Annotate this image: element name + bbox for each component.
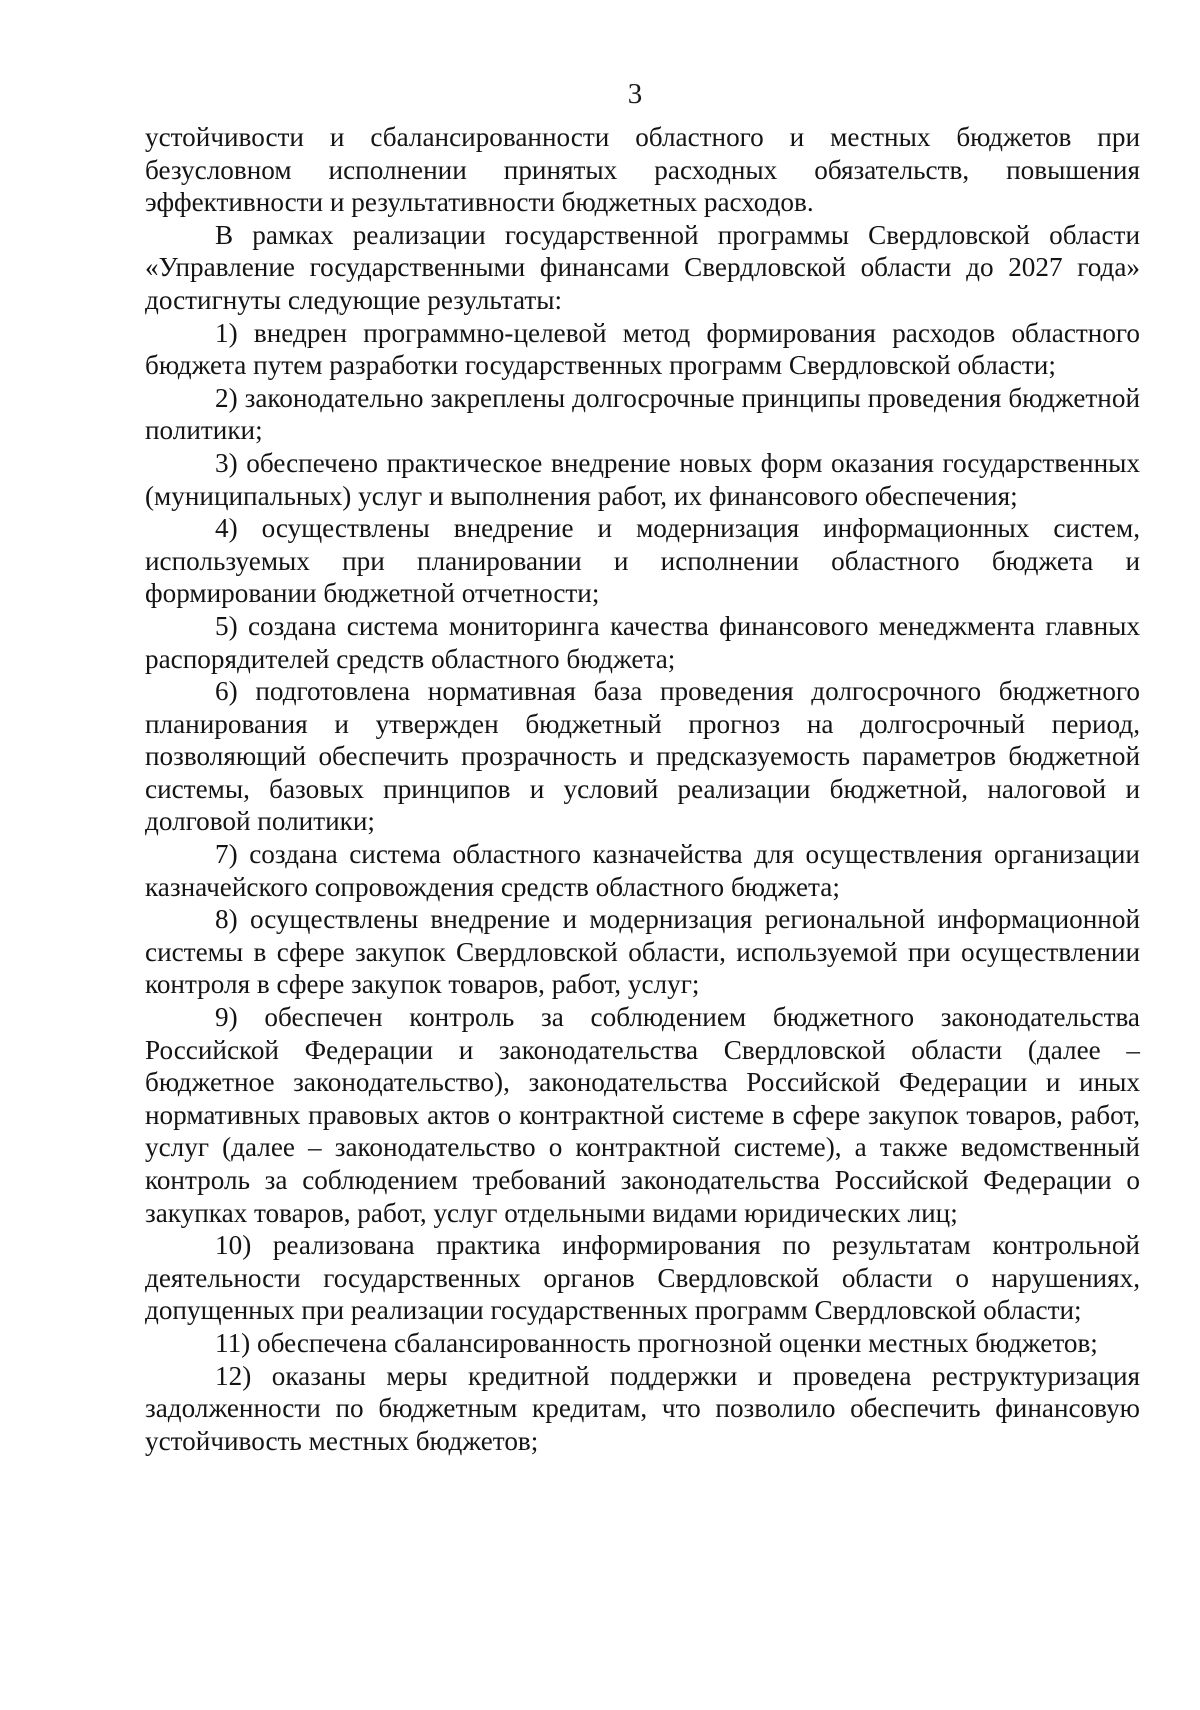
page-number: 3 — [627, 78, 643, 110]
list-item-3: 3) обеспечено практическое внедрение новых форм оказания государственных (муниципальных) услуг и выполнения работ, их финансового обеспечения; — [145, 447, 1140, 511]
list-item-1: 1) внедрен программно-целевой метод формирования расходов областного бюджета путем разработки государственных программ Свердловской области; — [145, 317, 1140, 381]
paragraph-continuation: устойчивости и сбалансированности областного и местных бюджетов при безусловном исполнении принятых расходных обязательств, повышения эффективности и результативности бюджетных расходов. — [145, 122, 1140, 218]
paragraph-intro: В рамках реализации государственной программы Свердловской области «Управление государственными финансами Свердловской области до 2027 года» достигнуты следующие результаты: — [145, 219, 1140, 315]
document-body — [145, 121, 1140, 1457]
list-item-5: 5) создана система мониторинга качества финансового менеджмента главных распорядителей средств областного бюджета; — [145, 610, 1140, 674]
list-item-6: 6) подготовлена нормативная база проведения долгосрочного бюджетного планирования и утвержден бюджетный прогноз на долгосрочный период, позволяющий обеспечить прозрачность и предсказуемость параметров бюджетной системы, базовых принципов и условий реализации бюджетной, налоговой и долговой политики; — [145, 676, 1140, 837]
list-item-2: 2) законодательно закреплены долгосрочные принципы проведения бюджетной политики; — [145, 382, 1140, 446]
list-item-12: 12) оказаны меры кредитной поддержки и проведена реструктуризация задолженности по бюджетным кредитам, что позволило обеспечить финансовую устойчивость местных бюджетов; — [145, 1360, 1140, 1456]
list-item-11: 11) обеспечена сбалансированность прогнозной оценки местных бюджетов; — [215, 1327, 1098, 1358]
list-item-8: 8) осуществлены внедрение и модернизация региональной информационной системы в сфере закупок Свердловской области, используемой при осуществлении контроля в сфере закупок товаров, работ, услуг; — [145, 904, 1140, 1000]
list-item-9: 9) обеспечен контроль за соблюдением бюджетного законодательства Российской Федерации и законодательства Свердловской области (далее – бюджетное законодательство), законодательства Российской Федерации и иных нормативных правовых актов о контрактной системе в сфере закупок товаров, работ, услуг (далее – законодательство о контрактной системе), а также ведомственный контроль за соблюдением требований законодательства Российской Федерации о закупках товаров, работ, услуг отдельными видами юридических лиц; — [145, 1002, 1140, 1228]
list-item-10: 10) реализована практика информирования по результатам контрольной деятельности государственных органов Свердловской области о нарушениях, допущенных при реализации государственных программ Свердловской области; — [145, 1230, 1140, 1326]
list-item-4: 4) осуществлены внедрение и модернизация информационных систем, используемых при планировании и исполнении областного бюджета и формировании бюджетной отчетности; — [145, 513, 1140, 609]
list-item-7: 7) создана система областного казначейства для осуществления организации казначейского сопровождения средств областного бюджета; — [145, 839, 1140, 902]
